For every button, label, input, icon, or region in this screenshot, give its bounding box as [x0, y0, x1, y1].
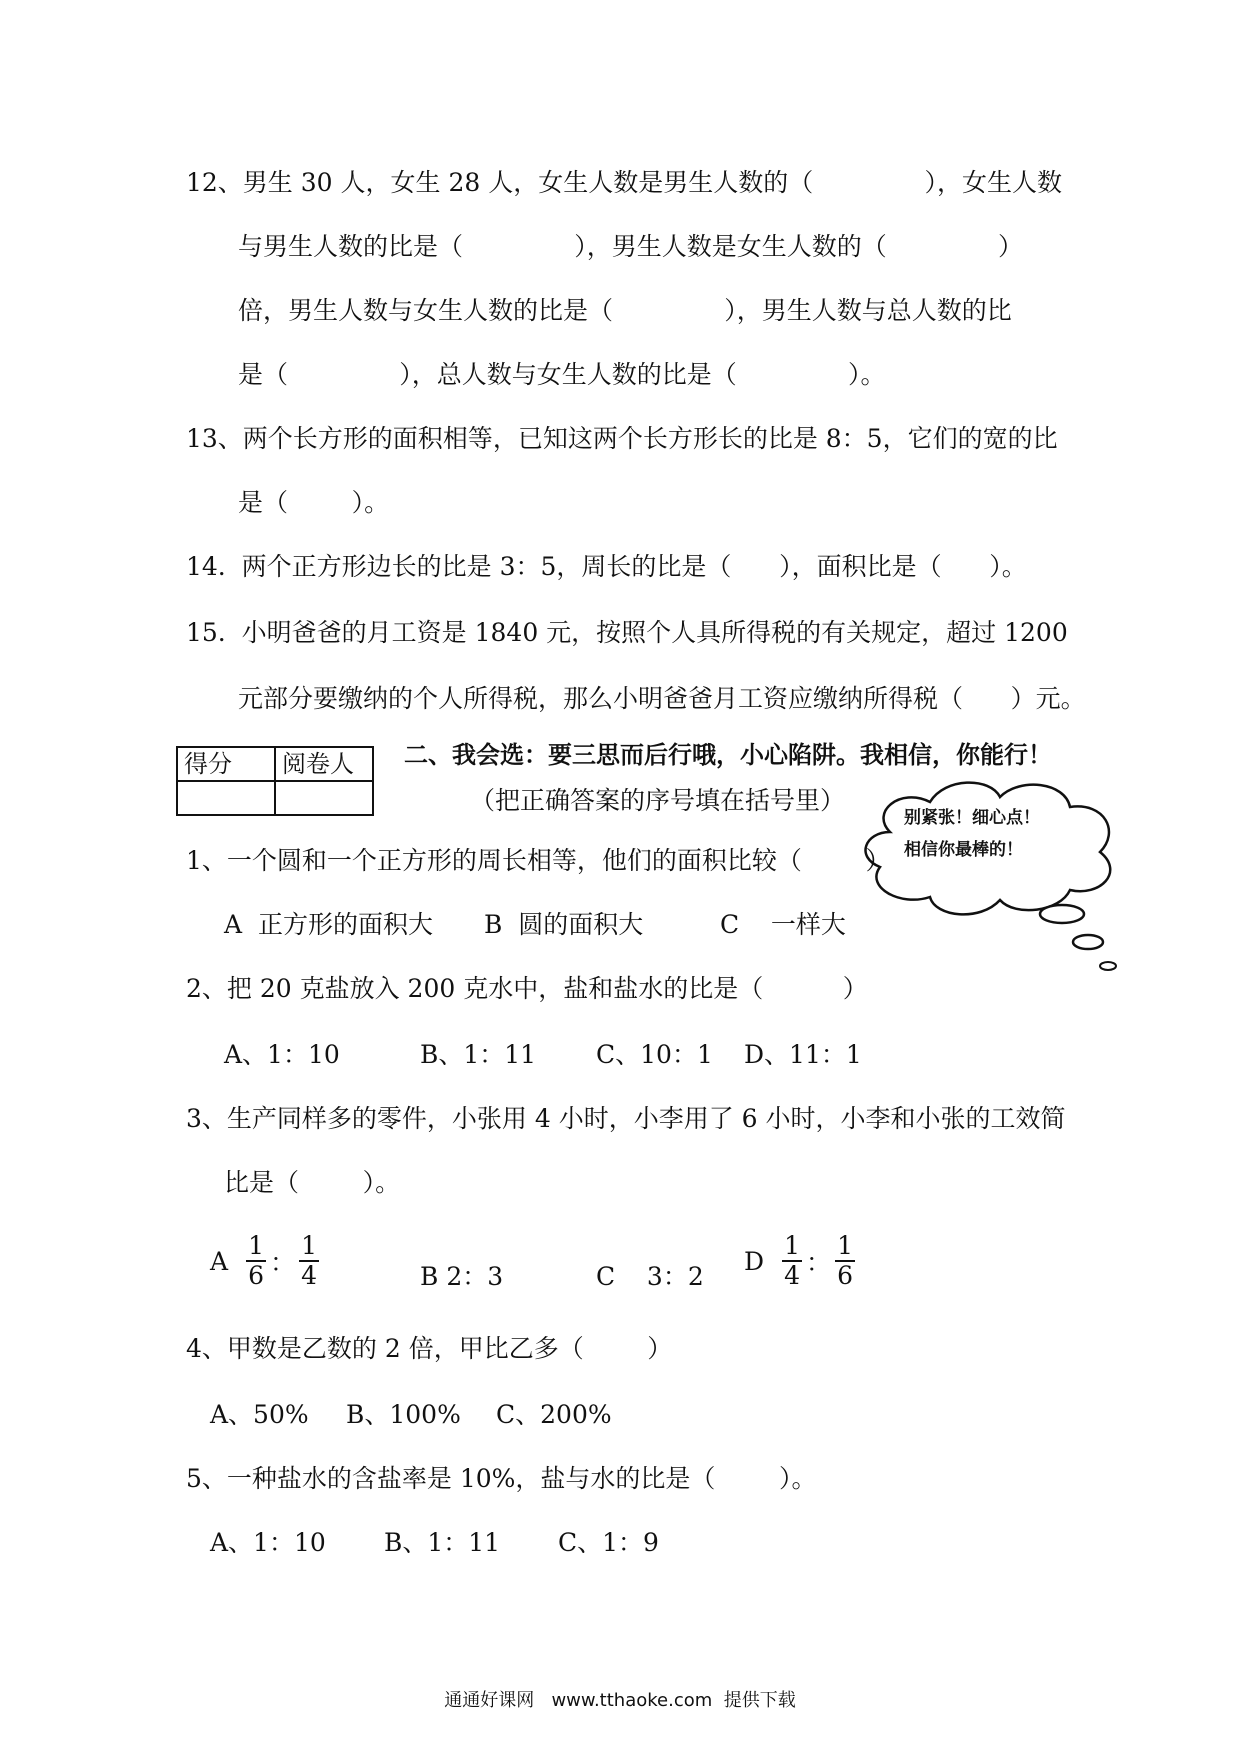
fraction-1-4: 1 4: [782, 1232, 802, 1290]
score-table: [176, 746, 374, 816]
c5-option-b: B、1：11: [384, 1528, 501, 1557]
bubble-line2: 相信你最棒的！: [904, 840, 1023, 860]
q12-line3: 倍，男生人数与女生人数的比是（ ），男生人数与总人数的比: [238, 296, 1012, 325]
c2-option-b: B、1：11: [420, 1040, 537, 1069]
c4-option-b: B、100%: [346, 1400, 461, 1429]
fraction-1-6: 1 6: [246, 1232, 266, 1290]
c3-option-a: [210, 1232, 323, 1290]
c3-option-c: C 3：2: [596, 1262, 704, 1291]
c2-question: 2、把 20 克盐放入 200 克水中，盐和盐水的比是（ ）: [186, 974, 868, 1003]
bubble-line1: 别紧张！细心点！: [904, 808, 1040, 828]
c3-option-d-label: D: [744, 1246, 765, 1276]
c2-option-c: C、10：1: [596, 1040, 713, 1069]
c2-option-d: D、11：1: [744, 1040, 862, 1069]
c1-option-b: B 圆的面积大: [484, 910, 644, 939]
q12-line4: 是（ ），总人数与女生人数的比是（ ）。: [238, 360, 886, 389]
c3-option-a-label: A: [210, 1246, 229, 1276]
q15-line2: 元部分要缴纳的个人所得税，那么小明爸爸月工资应缴纳所得税（ ）元。: [238, 684, 1086, 713]
grader-header: 阅卷人: [275, 747, 373, 781]
fraction-1-6: 1 6: [835, 1232, 855, 1290]
c3-question: 3、生产同样多的零件，小张用 4 小时，小李用了 6 小时，小李和小张的工效简: [186, 1104, 1066, 1133]
c5-question: 5、一种盐水的含盐率是 10%，盐与水的比是（ ）。: [186, 1464, 817, 1493]
q15-line1: 15. 小明爸爸的月工资是 1840 元，按照个人具所得税的有关规定，超过 1200: [186, 618, 1068, 647]
q12-line1: 12、男生 30 人，女生 28 人，女生人数是男生人数的（ ），女生人数: [186, 168, 1062, 197]
c1-option-a: A 正方形的面积大: [224, 910, 433, 939]
c5-option-c: C、1：9: [558, 1528, 659, 1557]
c1-option-c: C 一样大: [720, 910, 846, 939]
q12-line2: 与男生人数的比是（ ），男生人数是女生人数的（ ）: [238, 232, 1024, 261]
ratio-colon: ：: [270, 1248, 296, 1277]
fraction-1-4: 1 4: [299, 1232, 319, 1290]
c3-option-d: [744, 1232, 859, 1290]
score-header: 得分: [177, 747, 275, 781]
q14-line1: 14. 两个正方形边长的比是 3：5，周长的比是（ ），面积比是（ ）。: [186, 552, 1027, 581]
c3-question-line2: 比是（ ）。: [224, 1168, 401, 1197]
score-cell: [177, 781, 275, 815]
ratio-colon: ：: [806, 1248, 832, 1277]
footer-source: 通通好课网 www.tthaoke.com 提供下载: [444, 1690, 796, 1711]
section2-subtitle: （把正确答案的序号填在括号里）: [470, 786, 846, 815]
c3-option-b: B 2：3: [420, 1262, 504, 1291]
grader-cell: [275, 781, 373, 815]
q13-line1: 13、两个长方形的面积相等，已知这两个长方形长的比是 8：5，它们的宽的比: [186, 424, 1058, 453]
c4-option-a: A、50%: [210, 1400, 309, 1429]
c5-option-a: A、1：10: [210, 1528, 326, 1557]
c4-option-c: C、200%: [496, 1400, 612, 1429]
section2-title: 二、我会选：要三思而后行哦，小心陷阱。我相信，你能行！: [404, 740, 1052, 769]
c2-option-a: A、1：10: [224, 1040, 340, 1069]
q13-line2: 是（ ）。: [238, 488, 390, 517]
c4-question: 4、甲数是乙数的 2 倍，甲比乙多（ ）: [186, 1334, 673, 1363]
c1-question: 1、一个圆和一个正方形的周长相等，他们的面积比较（ ）: [186, 846, 891, 875]
